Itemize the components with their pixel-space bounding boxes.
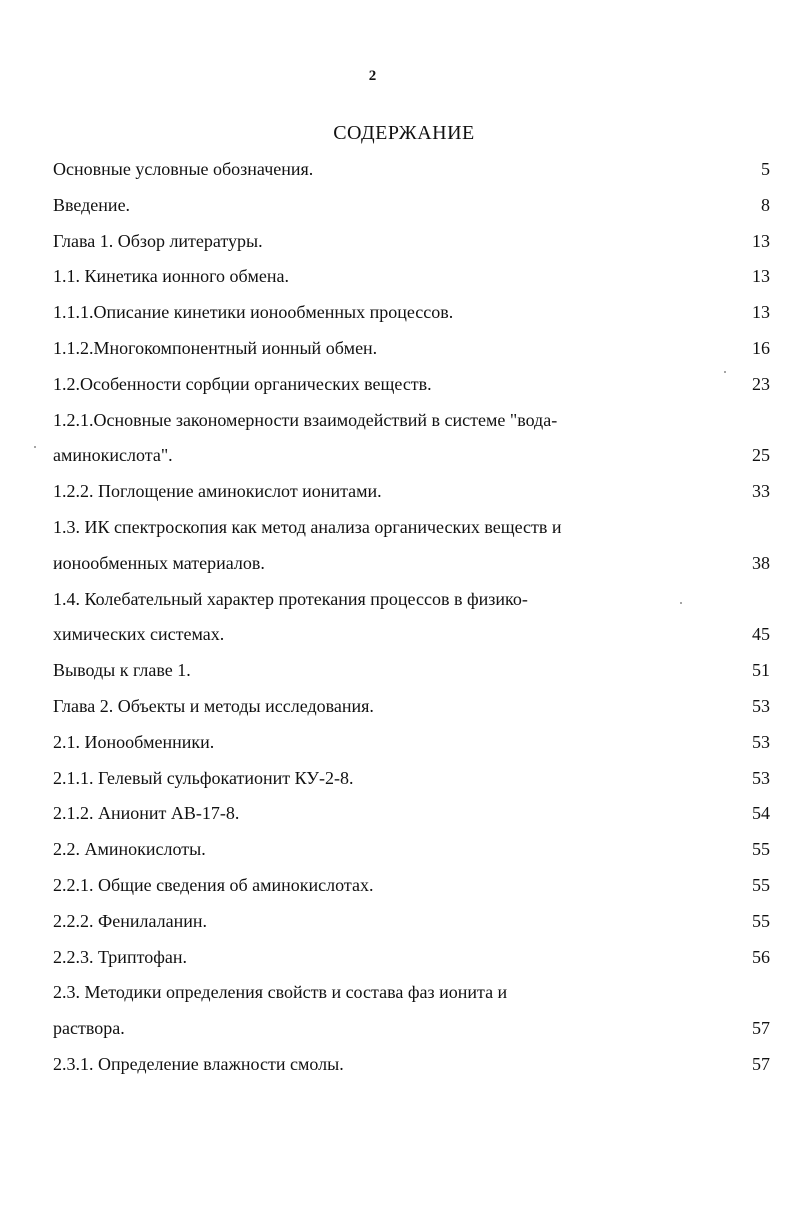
toc-row [53,653,770,689]
toc-row [53,1047,770,1083]
toc-row [53,295,770,331]
toc-row [53,367,770,403]
toc-row [53,796,770,832]
toc-entry-text: 1.2.Особенности сорбции органических веществ. [53,373,432,394]
toc-row [53,940,770,976]
toc-entry-text: 1.2.2. Поглощение аминокислот ионитами. [53,481,382,502]
scan-speck [34,446,36,448]
toc-entry-page: 57 [752,1018,770,1039]
toc-row [53,689,770,725]
toc-row [53,403,770,439]
toc-row [53,975,770,1011]
table-of-contents [53,152,770,1083]
toc-row [53,725,770,761]
toc-row [53,152,770,188]
toc-entry-page: 53 [752,731,770,752]
toc-entry-page: 25 [752,445,770,466]
toc-entry-text: 2.3.1. Определение влажности смолы. [53,1053,344,1074]
toc-entry-page: 55 [752,910,770,931]
scan-speck [680,602,682,604]
toc-entry-page: 16 [752,337,770,358]
toc-row [53,438,770,474]
toc-entry-page: 13 [752,230,770,251]
toc-entry-page: 55 [752,874,770,895]
toc-row [53,761,770,797]
toc-row [53,582,770,618]
toc-row [53,617,770,653]
toc-entry-text: раствора. [53,1018,125,1039]
toc-entry-text: Выводы к главе 1. [53,660,191,681]
toc-row [53,868,770,904]
scan-speck [724,371,726,373]
toc-entry-text: 1.1.2.Многокомпонентный ионный обмен. [53,337,378,358]
toc-row [53,259,770,295]
toc-entry-text: 1.1. Кинетика ионного обмена. [53,266,290,287]
toc-entry-page: 5 [761,159,770,179]
toc-entry-text: аминокислота". [53,445,173,466]
toc-row [53,546,770,582]
toc-entry-page: 55 [752,839,770,860]
toc-entry-text: Глава 2. Объекты и методы исследования. [53,695,374,716]
toc-entry-text: 2.3. Методики определения свойств и состава фаз ионита и [53,982,508,1003]
toc-entry-text: 2.1.1. Гелевый сульфокатионит КУ-2-8. [53,767,354,788]
toc-entry-page: 57 [752,1053,770,1074]
toc-row [53,1011,770,1047]
toc-entry-text: 1.1.1.Описание кинетики ионообменных процессов. [53,302,454,323]
toc-entry-text: 1.3. ИК спектроскопия как метод анализа органических веществ и [53,516,562,537]
toc-entry-page: 23 [752,373,770,394]
toc-entry-text: 2.1. Ионообменники. [53,731,215,752]
toc-row [53,474,770,510]
toc-entry-text: 2.2.2. Фенилаланин. [53,910,207,931]
toc-entry-text: 2.1.2. Анионит АВ-17-8. [53,803,240,824]
page-number: 2 [368,68,377,84]
toc-entry-page: 53 [752,767,770,788]
toc-row [53,224,770,260]
toc-row [53,832,770,868]
toc-entry-text: Глава 1. Обзор литературы. [53,230,263,251]
toc-entry-text: 1.2.1.Основные закономерности взаимодействий в системе "вода- [53,409,558,430]
toc-entry-text: химических системах. [53,624,225,645]
toc-entry-page: 53 [752,695,770,716]
toc-entry-text: 2.2.3. Триптофан. [53,946,187,967]
toc-entry-page: 51 [752,660,770,681]
toc-entry-page: 56 [752,946,770,967]
toc-entry-text: ионообменных материалов. [53,552,265,573]
toc-entry-page: 54 [752,803,770,824]
toc-row [53,188,770,224]
toc-entry-text: Введение. [53,194,131,215]
toc-row [53,904,770,940]
toc-entry-page: 45 [752,624,770,645]
toc-row [53,331,770,367]
toc-entry-page: 38 [752,552,770,573]
toc-entry-page: 13 [752,302,770,323]
toc-row [53,510,770,546]
toc-entry-page: 8 [761,194,770,215]
toc-entry-page: 13 [752,266,770,287]
toc-title: СОДЕРЖАНИЕ [333,122,475,144]
toc-entry-text: 1.4. Колебательный характер протекания процессов в физико- [53,588,528,609]
toc-entry-text: 2.2.1. Общие сведения об аминокислотах. [53,874,374,895]
toc-entry-text: Основные условные обозначения. [53,159,314,179]
toc-entry-page: 33 [752,481,770,502]
toc-entry-text: 2.2. Аминокислоты. [53,839,206,860]
